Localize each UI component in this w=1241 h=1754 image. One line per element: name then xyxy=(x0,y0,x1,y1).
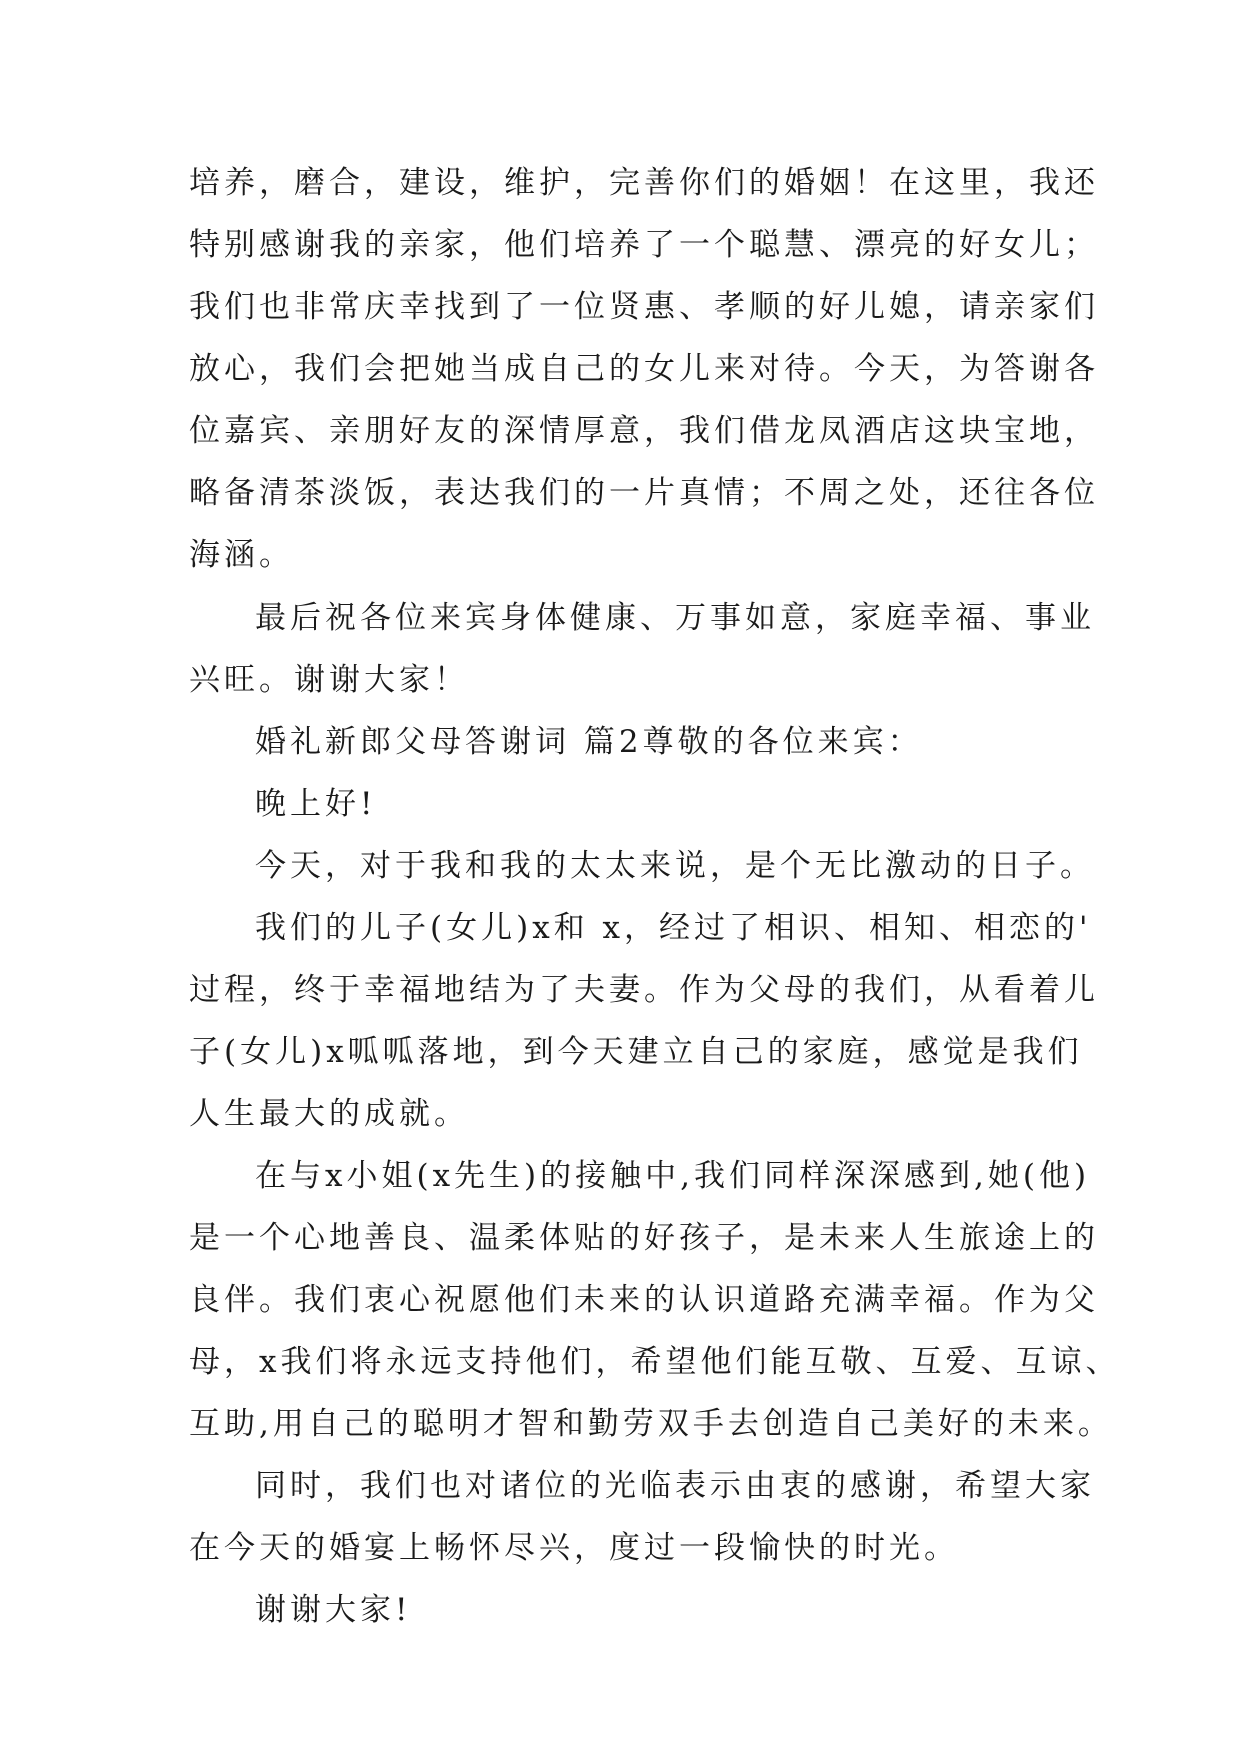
text-line: 位嘉宾、亲朋好友的深情厚意，我们借龙凤酒店这块宝地， xyxy=(189,413,1099,449)
text-line: 互助,用自己的聪明才智和勤劳双手去创造自己美好的未来。 xyxy=(189,1406,1113,1442)
text-line: 海涵。 xyxy=(189,537,294,573)
text-line: 今天，对于我和我的太太来说，是个无比激动的日子。 xyxy=(255,848,1095,884)
text-line: 最后祝各位来宾身体健康、万事如意，家庭幸福、事业 xyxy=(255,600,1095,636)
text-line: 培养，磨合，建设，维护，完善你们的婚姻！在这里，我还 xyxy=(189,165,1099,201)
text-line: 子(女儿)x呱呱落地，到今天建立自己的家庭，感觉是我们 xyxy=(189,1034,1083,1070)
section-heading: 婚礼新郎父母答谢词 篇2尊敬的各位来宾： xyxy=(255,724,923,760)
text-line: 母，x我们将永远支持他们，希望他们能互敬、互爱、互谅、 xyxy=(189,1344,1121,1380)
text-line: 谢谢大家! xyxy=(255,1592,412,1628)
text-line: 在与x小姐(x先生)的接触中,我们同样深深感到,她(他) xyxy=(255,1158,1091,1194)
text-line: 略备清茶淡饭，表达我们的一片真情；不周之处，还往各位 xyxy=(189,475,1099,511)
text-line: 我们也非常庆幸找到了一位贤惠、孝顺的好儿媳，请亲家们 xyxy=(189,289,1099,325)
text-line: 在今天的婚宴上畅怀尽兴，度过一段愉快的时光。 xyxy=(189,1530,959,1566)
text-line: 同时，我们也对诸位的光临表示由衷的感谢，希望大家 xyxy=(255,1468,1095,1504)
text-line: 过程，终于幸福地结为了夫妻。作为父母的我们，从看着儿 xyxy=(189,972,1099,1008)
text-line: 兴旺。谢谢大家！ xyxy=(189,662,469,698)
text-line: 人生最大的成就。 xyxy=(189,1096,469,1132)
text-line: 放心，我们会把她当成自己的女儿来对待。今天，为答谢各 xyxy=(189,351,1099,387)
text-line: 晚上好! xyxy=(255,786,377,822)
text-line: 是一个心地善良、温柔体贴的好孩子，是未来人生旅途上的 xyxy=(189,1220,1099,1256)
text-line: 我们的儿子(女儿)x和 x，经过了相识、相知、相恋的' xyxy=(255,910,1092,946)
text-line: 良伴。我们衷心祝愿他们未来的认识道路充满幸福。作为父 xyxy=(189,1282,1099,1318)
text-line: 特别感谢我的亲家，他们培养了一个聪慧、漂亮的好女儿； xyxy=(189,227,1099,263)
